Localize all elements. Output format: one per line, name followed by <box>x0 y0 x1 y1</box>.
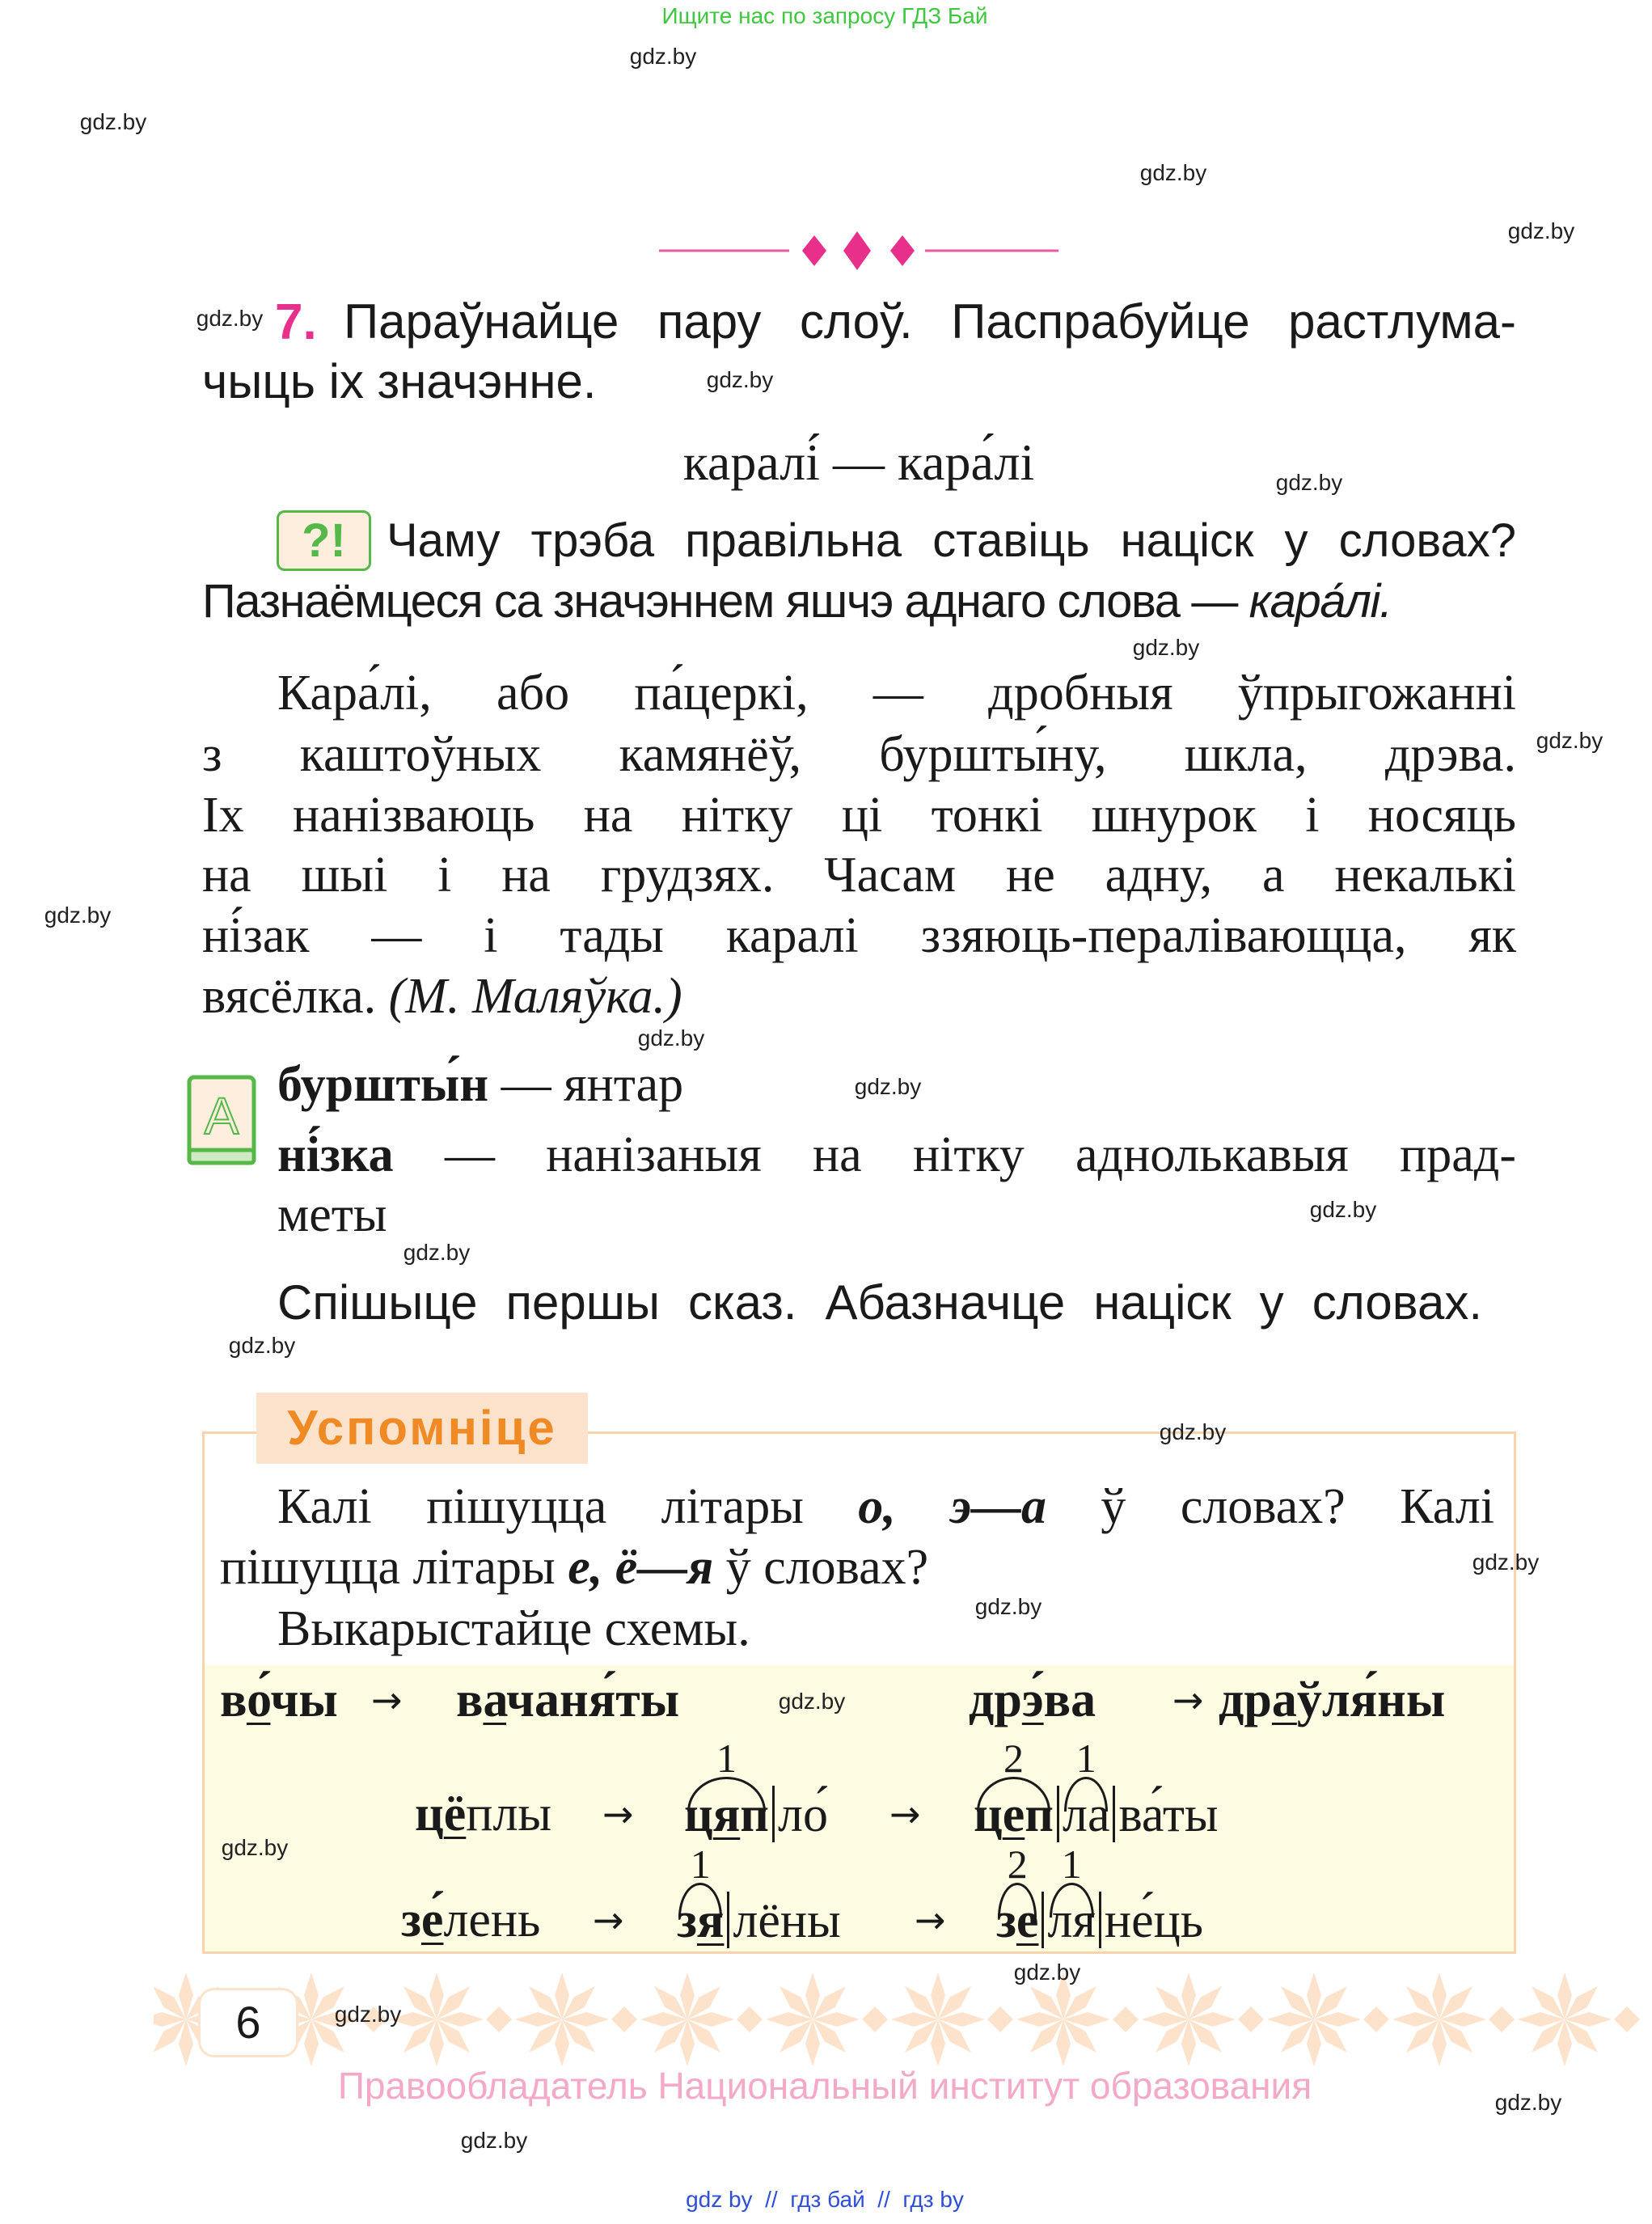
task-line: чыць іх значэнне. <box>202 354 597 408</box>
snowflake-ornament <box>1392 1972 1515 2066</box>
paragraph-line: Кара́лі, або па́церкі, — дробныя ўпрыгожанні <box>277 666 1516 721</box>
word-pair: каралі́ — кара́лі <box>682 433 1035 491</box>
page-number: 6 <box>198 1988 298 2057</box>
scheme-word: 1 зя лёны <box>677 1841 841 1948</box>
scheme-word: 1 цяп ло́ <box>684 1736 828 1842</box>
scheme-word: драўля́ны <box>1219 1672 1446 1727</box>
arrow-icon: → <box>1172 1678 1204 1722</box>
watermark: gdz.by <box>1132 635 1200 660</box>
exercise-number: 7. <box>275 294 317 350</box>
question-badge: ?! <box>277 510 371 571</box>
watermark: gdz.by <box>44 903 112 928</box>
snowflake-ornament <box>390 1972 512 2066</box>
watermark: gdz.by <box>460 2128 528 2153</box>
watermark: gdz.by <box>1494 2090 1562 2115</box>
scheme-word: дрэ́ва <box>969 1672 1096 1727</box>
arrow-icon: → <box>593 1898 624 1942</box>
diamond-ornament <box>737 2006 763 2032</box>
paragraph-line: ні́зак — і тады каралі ззяюць-пералівающца, як <box>202 908 1516 963</box>
arrow-icon: → <box>602 1792 634 1836</box>
footer-links[interactable]: gdz by // гдз бай // гдз by <box>686 2187 964 2212</box>
watermark: gdz.by <box>974 1594 1042 1619</box>
watermark: gdz.by <box>1507 218 1575 243</box>
glossary-continuation: меты <box>277 1187 387 1242</box>
snowflake-ornament <box>640 1972 763 2066</box>
text: ў словах? Калі <box>1046 1479 1494 1534</box>
diamond-ornament <box>486 2006 512 2032</box>
letters: е, ё—я <box>568 1540 714 1595</box>
letters: о, э—а <box>858 1479 1046 1534</box>
copyright: Правообладатель Национальный институт образования <box>337 2065 1312 2107</box>
watermark: gdz.by <box>778 1689 846 1714</box>
remember-title: Успомніце <box>256 1393 588 1464</box>
paragraph-line <box>202 966 1516 1027</box>
watermark: gdz.by <box>1159 1419 1227 1444</box>
glossary-term: ні́зка <box>277 1127 394 1182</box>
arrow-icon: → <box>889 1792 921 1836</box>
text: пішуцца літары <box>220 1540 568 1595</box>
paragraph-line: на шыі і на грудзях. Часам не адну, а некалькі <box>202 848 1516 903</box>
glossary-entry <box>277 1056 683 1114</box>
snowflake-ornament <box>1142 1972 1264 2066</box>
diamond-ornament <box>1489 2006 1515 2032</box>
watermark: gdz.by <box>854 1074 922 1099</box>
scheme-word: 2 зе 1 ля не́ць <box>996 1841 1204 1948</box>
snowflake-ornament <box>1016 1972 1139 2066</box>
watermark: gdz.by <box>228 1333 296 1358</box>
snowflake-ornament <box>1518 1972 1640 2066</box>
snowflake-ornament <box>766 1972 888 2066</box>
diamond-ornament <box>1363 2006 1389 2032</box>
watermark: gdz.by <box>334 2002 402 2027</box>
glossary-definition: — янтар <box>488 1057 684 1112</box>
watermark: gdz.by <box>1275 470 1343 495</box>
watermark: gdz.by <box>403 1240 471 1265</box>
scheme-word: зе́лень <box>401 1892 541 1947</box>
arrow-icon: → <box>915 1898 946 1942</box>
watermark: gdz.by <box>706 367 774 392</box>
watermark: gdz.by <box>629 44 697 69</box>
snowflake-ornament <box>1267 1972 1389 2066</box>
watermark: gdz.by <box>221 1835 289 1860</box>
author-citation: (М. Маляўка.) <box>388 969 682 1024</box>
paragraph-text: вясёлка. <box>202 969 389 1024</box>
scheme-word: во́чы <box>220 1672 338 1727</box>
diamond-ornament <box>862 2006 888 2032</box>
question-line <box>202 574 1516 628</box>
scheme-word: вачаня́ты <box>456 1672 680 1727</box>
diamond-ornament <box>1614 2006 1640 2032</box>
scheme-word: 2 цеп 1 ла ва́ты <box>974 1736 1219 1842</box>
watermark: gdz.by <box>1139 160 1207 185</box>
snowflake-ornament <box>891 1972 1013 2066</box>
snowflake-ornament <box>515 1972 637 2066</box>
text: Калі пішуцца літары <box>277 1479 859 1534</box>
task-line: Параўнайце пару слоў. Паспрабуйце растлума- <box>344 294 1516 349</box>
dictionary-letter: А <box>204 1087 239 1145</box>
watermark: gdz.by <box>1472 1550 1540 1575</box>
final-task: Спішыце першы сказ. Абазначце націск у словах. <box>277 1275 1482 1330</box>
glossary-entry <box>277 1127 1516 1184</box>
remember-line <box>220 1537 928 1598</box>
watermark: gdz.by <box>79 109 147 134</box>
diamond-ornament <box>1238 2006 1264 2032</box>
text: ў словах? <box>713 1540 929 1595</box>
question-text: Пазнаёмцеся са значэннем яшчэ аднаго слова — <box>202 575 1249 628</box>
paragraph-line: Іх нанізваюць на нітку ці тонкі шнурок і носяць <box>202 788 1516 843</box>
watermark: gdz.by <box>1013 1960 1081 1985</box>
watermark: gdz.by <box>1309 1197 1377 1222</box>
scheme-word: цёплы <box>415 1786 552 1841</box>
arrow-icon: → <box>371 1678 403 1722</box>
watermark: gdz.by <box>196 306 264 331</box>
diamond-ornament <box>987 2006 1013 2032</box>
diamond-ornament <box>611 2006 637 2032</box>
paragraph-line: з каштоўных камянёў, буршты́ну, шкла, дрэва. <box>202 727 1516 782</box>
remember-line <box>277 1477 1494 1537</box>
watermark: gdz.by <box>637 1025 705 1051</box>
dictionary-book-icon <box>184 1074 259 1168</box>
diamond-ornament <box>1113 2006 1139 2032</box>
header-ad[interactable]: Ищите нас по запросу ГДЗ Бай <box>661 3 988 28</box>
question-word: кара́лі. <box>1249 575 1392 628</box>
glossary-definition: — нанізаныя на нітку аднолькавыя прад- <box>393 1127 1516 1182</box>
question-line: Чаму трэба правільна ставіць націск у словах? <box>387 514 1516 567</box>
watermark: gdz.by <box>1536 728 1603 753</box>
remember-line: Выкарыстайце схемы. <box>277 1601 750 1656</box>
glossary-term: буршты́н <box>277 1057 489 1112</box>
section-divider <box>647 226 1067 275</box>
